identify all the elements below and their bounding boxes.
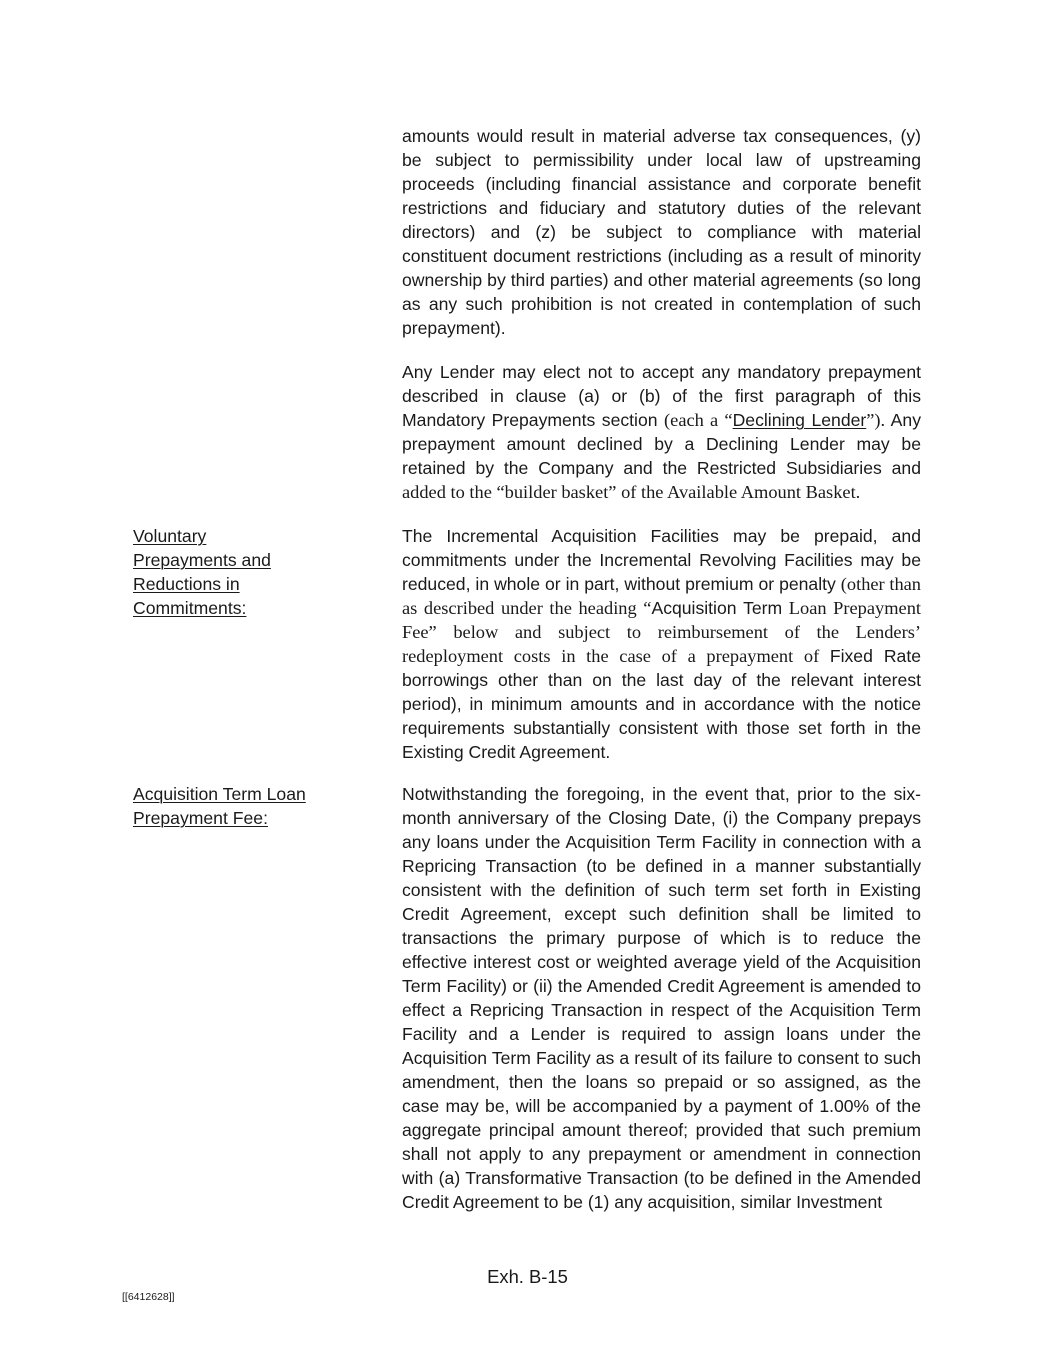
page-number: Exh. B-15 (487, 1266, 568, 1287)
paragraph-acquisition-fee: Notwithstanding the foregoing, in the event that, prior to the six-month anniversary of the Closing Date, (i) the Company prepays any loans under the Acquisition Term Facility in connection with a Repricing Transaction (to be defined in a manner substantially consistent with the definition of such term set forth in Existing Credit Agreement, except such definition shall be limited to transactions the primary purpose of which is to reduce the effective interest cost or weighted average yield of the Acquisition Term Facility) or (ii) the Amended Credit Agreement is amended to effect a Repricing Transaction in respect of the Acquisition Term Facility and a Lender is required to assign loans under the Acquisition Term Facility as a result of its failure to consent to such amendment, then the loans so prepaid or so assigned, as the case may be, will be accompanied by a payment of 1.00% of the aggregate principal amount thereof; provided that such premium shall not apply to any prepayment or amendment in connection with (a) Transformative Transaction (to be defined in the Amended Credit Agreement to be (1) any acquisition, similar Investment (402, 784, 921, 1212)
defined-term-declining-lender: Declining Lender (732, 410, 867, 430)
heading-voluntary-prepayments: Voluntary Prepayments and Reductions in Commitments: (133, 526, 271, 618)
declining-lender-text-1: Any Lender may elect not to accept any mandatory prepayment described in clause (a) or (b) of the first paragraph of this Mandatory Prepayments section (402, 362, 921, 430)
paragraph-tax-consequences: amounts would result in material adverse tax consequences, (y) be subject to permissibility under local law of upstreaming proceeds (including financial assistance and corporate benefit restrictions and fiduciary and statutory duties of the relevant directors) and (z) be subject to compliance with material constituent document restrictions (including as a result of minority ownership by third parties) and other material agreements (so long as any such prohibition is not created in contemplation of such prepayment). (402, 126, 921, 338)
voluntary-text-3: Acquisition Term (651, 598, 783, 618)
voluntary-text-2: (other than as described under the heading “ (402, 574, 922, 618)
declining-lender-text-2: (each a “ (664, 410, 733, 430)
declining-lender-text-4: Any prepayment amount declined by a Declining Lender may be retained by the Company and the Restricted Subsidiaries and (402, 410, 921, 478)
paragraph-declining-lender (402, 360, 921, 504)
voluntary-text-1: The Incremental Acquisition Facilities may be prepaid, and commitments under the Incremental Revolving Facilities may be reduced, in whole or in part, without premium or penalty (402, 526, 921, 594)
voluntary-text-4: Loan Prepayment Fee” below and subject to reimbursement of the Lenders’ redeployment costs in the case of a prepayment of (402, 598, 922, 666)
document-id: [[6412628]] (122, 1291, 175, 1303)
declining-lender-text-3: ”). (866, 410, 886, 430)
declining-lender-text-5: added to the “builder basket” of the Available Amount Basket. (402, 482, 861, 502)
paragraph-voluntary-prepayments (402, 524, 921, 764)
heading-acquisition-fee: Acquisition Term Loan Prepayment Fee: (133, 784, 306, 828)
voluntary-text-5: Fixed Rate borrowings other than on the last day of the relevant interest period), in minimum amounts and in accordance with the notice requirements substantially consistent with those set forth in the Existing Credit Agreement. (402, 646, 921, 762)
